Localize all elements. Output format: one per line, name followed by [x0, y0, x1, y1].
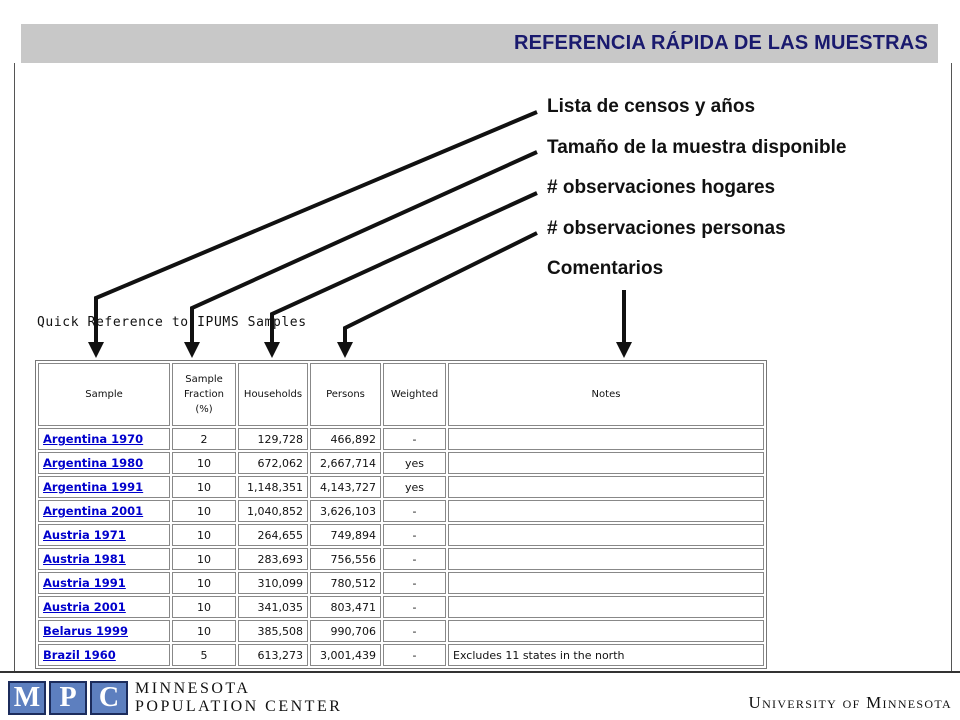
footer	[0, 673, 960, 720]
cell-sample	[38, 644, 170, 666]
sample-link[interactable]: Argentina 1991	[43, 480, 144, 494]
cell-weighted: -	[383, 596, 446, 618]
cell-fraction: 2	[172, 428, 236, 450]
cell-weighted: -	[383, 644, 446, 666]
cell-persons: 2,667,714	[310, 452, 381, 474]
callout-person-count: # observaciones personas	[547, 218, 786, 239]
table-row	[38, 500, 764, 522]
cell-fraction: 10	[172, 524, 236, 546]
cell-persons: 803,471	[310, 596, 381, 618]
cell-notes	[448, 500, 764, 522]
mpc-logo-m: M	[8, 681, 46, 715]
col-persons: Persons	[310, 363, 381, 426]
cell-persons: 4,143,727	[310, 476, 381, 498]
cell-sample	[38, 524, 170, 546]
cell-households: 1,148,351	[238, 476, 308, 498]
table-row	[38, 644, 764, 666]
mpc-wordmark-line2: POPULATION CENTER	[135, 698, 343, 715]
cell-persons: 3,001,439	[310, 644, 381, 666]
cell-notes	[448, 596, 764, 618]
cell-sample	[38, 500, 170, 522]
cell-fraction: 10	[172, 548, 236, 570]
cell-notes	[448, 476, 764, 498]
cell-weighted: -	[383, 500, 446, 522]
col-sample-fraction	[172, 363, 236, 426]
sample-link[interactable]: Argentina 1970	[43, 432, 144, 446]
sample-link[interactable]: Brazil 1960	[43, 648, 116, 662]
cell-sample	[38, 452, 170, 474]
cell-households: 613,273	[238, 644, 308, 666]
cell-households: 385,508	[238, 620, 308, 642]
table-row	[38, 620, 764, 642]
cell-weighted: -	[383, 620, 446, 642]
mpc-logo-c: C	[90, 681, 128, 715]
col-fraction-line2: Fraction	[184, 389, 224, 400]
cell-weighted: -	[383, 548, 446, 570]
table-row	[38, 596, 764, 618]
cell-weighted: yes	[383, 476, 446, 498]
cell-households: 672,062	[238, 452, 308, 474]
table-row	[38, 524, 764, 546]
cell-fraction: 10	[172, 572, 236, 594]
table-row	[38, 548, 764, 570]
callout-sample-size: Tamaño de la muestra disponible	[547, 137, 847, 158]
sample-link[interactable]: Argentina 2001	[43, 504, 144, 518]
cell-sample	[38, 548, 170, 570]
col-fraction-line1: Sample	[185, 374, 223, 385]
sample-link[interactable]: Austria 1981	[43, 552, 126, 566]
cell-sample	[38, 428, 170, 450]
cell-persons: 780,512	[310, 572, 381, 594]
mpc-logo	[8, 681, 128, 715]
cell-sample	[38, 596, 170, 618]
cell-fraction: 10	[172, 476, 236, 498]
cell-households: 310,099	[238, 572, 308, 594]
table-row	[38, 572, 764, 594]
callout-census-list: Lista de censos y años	[547, 96, 756, 117]
cell-notes	[448, 452, 764, 474]
cell-weighted: yes	[383, 452, 446, 474]
cell-households: 283,693	[238, 548, 308, 570]
table-row	[38, 476, 764, 498]
cell-sample	[38, 572, 170, 594]
cell-notes: Excludes 11 states in the north	[448, 644, 764, 666]
table-row	[38, 452, 764, 474]
cell-notes	[448, 620, 764, 642]
cell-weighted: -	[383, 428, 446, 450]
cell-notes	[448, 428, 764, 450]
mpc-logo-p: P	[49, 681, 87, 715]
cell-households: 264,655	[238, 524, 308, 546]
arrow-household-count	[272, 193, 537, 350]
callout-comments: Comentarios	[547, 258, 664, 279]
table-body	[38, 428, 764, 666]
cell-weighted: -	[383, 524, 446, 546]
cell-notes	[448, 548, 764, 570]
cell-weighted: -	[383, 572, 446, 594]
cell-persons: 749,894	[310, 524, 381, 546]
cell-fraction: 10	[172, 620, 236, 642]
university-wordmark: University of Minnesota	[748, 693, 952, 712]
cell-households: 341,035	[238, 596, 308, 618]
cell-fraction: 10	[172, 500, 236, 522]
table-caption: Quick Reference to IPUMS Samples	[37, 315, 307, 330]
table-header-row	[38, 363, 764, 426]
cell-households: 1,040,852	[238, 500, 308, 522]
samples-table	[35, 360, 767, 669]
cell-sample	[38, 476, 170, 498]
col-sample: Sample	[38, 363, 170, 426]
col-households: Households	[238, 363, 308, 426]
sample-link[interactable]: Austria 1971	[43, 528, 126, 542]
sample-link[interactable]: Argentina 1980	[43, 456, 144, 470]
cell-sample	[38, 620, 170, 642]
mpc-wordmark-line1: MINNESOTA	[135, 680, 251, 697]
sample-link[interactable]: Austria 2001	[43, 600, 126, 614]
cell-fraction: 10	[172, 452, 236, 474]
cell-persons: 990,706	[310, 620, 381, 642]
slide-title: REFERENCIA RÁPIDA DE LAS MUESTRAS	[513, 32, 928, 54]
cell-households: 129,728	[238, 428, 308, 450]
cell-fraction: 10	[172, 596, 236, 618]
callout-household-count: # observaciones hogares	[547, 177, 776, 198]
col-notes: Notes	[448, 363, 764, 426]
table-row	[38, 428, 764, 450]
cell-notes	[448, 572, 764, 594]
cell-persons: 466,892	[310, 428, 381, 450]
cell-fraction: 5	[172, 644, 236, 666]
arrow-person-count	[345, 233, 537, 350]
sample-link[interactable]: Austria 1991	[43, 576, 126, 590]
col-fraction-line3: (%)	[195, 404, 213, 415]
cell-persons: 756,556	[310, 548, 381, 570]
cell-notes	[448, 524, 764, 546]
cell-persons: 3,626,103	[310, 500, 381, 522]
mpc-wordmark	[135, 680, 342, 716]
sample-link[interactable]: Belarus 1999	[43, 624, 128, 638]
col-weighted: Weighted	[383, 363, 446, 426]
